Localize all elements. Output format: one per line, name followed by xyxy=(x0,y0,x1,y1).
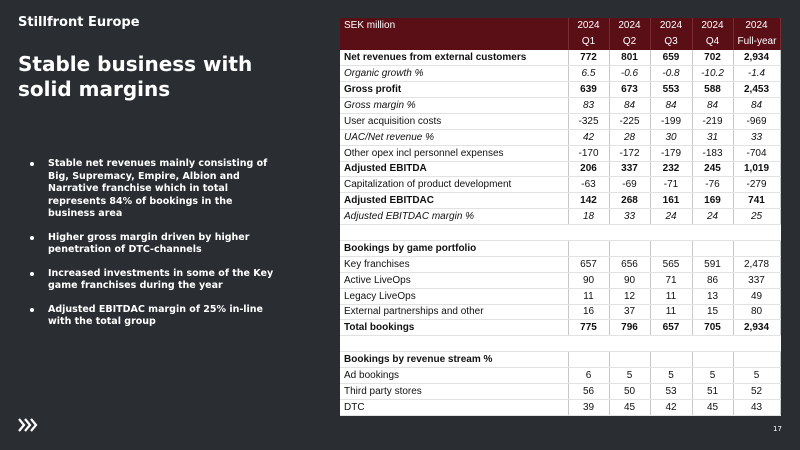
section-heading-row xyxy=(340,352,780,368)
table-row xyxy=(340,383,780,399)
bullet-item xyxy=(30,304,275,329)
cell-value: 206 xyxy=(568,161,609,177)
row-label: Capitalization of product development xyxy=(340,177,568,193)
bullet-dot-icon xyxy=(30,236,34,240)
page-number: 17 xyxy=(773,425,782,433)
table-row xyxy=(340,256,780,272)
cell-value: 245 xyxy=(692,161,733,177)
cell-value: 90 xyxy=(568,272,609,288)
cell-value: 639 xyxy=(568,82,609,98)
cell-value: -225 xyxy=(609,113,650,129)
cell-value: 28 xyxy=(609,129,650,145)
cell-value: 268 xyxy=(609,193,650,209)
bullet-dot-icon xyxy=(30,162,34,166)
cell-value: 2024 xyxy=(733,18,780,34)
table-row xyxy=(340,209,780,225)
cell-value: Q4 xyxy=(692,34,733,50)
cell-value: 2024 xyxy=(609,18,650,34)
row-label: Active LiveOps xyxy=(340,272,568,288)
cell-value: 51 xyxy=(692,383,733,399)
table-row xyxy=(340,193,780,209)
cell-value: 33 xyxy=(733,129,780,145)
cell-value: -63 xyxy=(568,177,609,193)
cell-value: 15 xyxy=(692,304,733,320)
cell-value xyxy=(692,240,733,256)
cell-value: 659 xyxy=(650,50,692,66)
cell-value: 142 xyxy=(568,193,609,209)
row-label: Adjusted EBITDAC xyxy=(340,193,568,209)
cell-value: 42 xyxy=(650,399,692,415)
cell-value xyxy=(650,336,692,352)
bullet-item xyxy=(30,232,275,257)
cell-value: 337 xyxy=(733,272,780,288)
cell-value: -183 xyxy=(692,145,733,161)
cell-value: 702 xyxy=(692,50,733,66)
row-label: Bookings by revenue stream % xyxy=(340,352,568,368)
cell-value: -69 xyxy=(609,177,650,193)
table-row xyxy=(340,320,780,336)
cell-value: 161 xyxy=(650,193,692,209)
table-row xyxy=(340,82,780,98)
cell-value: 5 xyxy=(609,368,650,384)
cell-value: 1,019 xyxy=(733,161,780,177)
cell-value xyxy=(650,240,692,256)
table-row xyxy=(340,399,780,415)
row-label xyxy=(340,336,568,352)
cell-value: -199 xyxy=(650,113,692,129)
cell-value xyxy=(650,225,692,241)
cell-value: -172 xyxy=(609,145,650,161)
cell-value: -170 xyxy=(568,145,609,161)
cell-value: 772 xyxy=(568,50,609,66)
cell-value: 45 xyxy=(692,399,733,415)
cell-value: 43 xyxy=(733,399,780,415)
spacer-row xyxy=(340,336,780,352)
cell-value: 775 xyxy=(568,320,609,336)
cell-value xyxy=(733,240,780,256)
row-label: DTC xyxy=(340,399,568,415)
cell-value: 39 xyxy=(568,399,609,415)
cell-value: 24 xyxy=(692,209,733,225)
cell-value: -71 xyxy=(650,177,692,193)
table-row xyxy=(340,368,780,384)
row-label: Adjusted EBITDA xyxy=(340,161,568,177)
cell-value: 11 xyxy=(568,288,609,304)
cell-value: 232 xyxy=(650,161,692,177)
cell-value: 86 xyxy=(692,272,733,288)
cell-value: 5 xyxy=(692,368,733,384)
cell-value: 2024 xyxy=(568,18,609,34)
bullet-text: Increased investments in some of the Key game franchises during the year xyxy=(48,267,274,291)
bullet-text: Adjusted EBITDAC margin of 25% in-line with the total group xyxy=(48,303,263,327)
cell-value: 6 xyxy=(568,368,609,384)
header-row-period xyxy=(340,34,780,50)
cell-value: 24 xyxy=(650,209,692,225)
table-row xyxy=(340,177,780,193)
cell-value: 11 xyxy=(650,288,692,304)
cell-value xyxy=(568,240,609,256)
cell-value: 30 xyxy=(650,129,692,145)
cell-value: 2,934 xyxy=(733,50,780,66)
cell-value: 84 xyxy=(650,97,692,113)
cell-value: 2,478 xyxy=(733,256,780,272)
cell-value: -279 xyxy=(733,177,780,193)
cell-value xyxy=(568,352,609,368)
row-label: Key franchises xyxy=(340,256,568,272)
cell-value: -0.6 xyxy=(609,66,650,82)
cell-value: 12 xyxy=(609,288,650,304)
cell-value xyxy=(568,225,609,241)
cell-value xyxy=(650,352,692,368)
cell-value: 13 xyxy=(692,288,733,304)
cell-value: 5 xyxy=(733,368,780,384)
row-label: Ad bookings xyxy=(340,368,568,384)
cell-value: -179 xyxy=(650,145,692,161)
cell-value: Full-year xyxy=(733,34,780,50)
cell-value: 45 xyxy=(609,399,650,415)
cell-value: 5 xyxy=(650,368,692,384)
row-label: UAC/Net revenue % xyxy=(340,129,568,145)
cell-value: 18 xyxy=(568,209,609,225)
spacer-row xyxy=(340,225,780,241)
cell-value: 37 xyxy=(609,304,650,320)
cell-value xyxy=(568,336,609,352)
bullet-dot-icon xyxy=(30,272,34,276)
cell-value: 56 xyxy=(568,383,609,399)
cell-value: -325 xyxy=(568,113,609,129)
cell-value: 11 xyxy=(650,304,692,320)
row-label: SEK million xyxy=(340,18,568,34)
cell-value: 6.5 xyxy=(568,66,609,82)
cell-value: 33 xyxy=(609,209,650,225)
cell-value: 591 xyxy=(692,256,733,272)
section-heading-row xyxy=(340,240,780,256)
bullet-dot-icon xyxy=(30,308,34,312)
table-row xyxy=(340,50,780,66)
bullet-item xyxy=(30,268,275,293)
financial-table xyxy=(340,18,781,416)
cell-value: -704 xyxy=(733,145,780,161)
cell-value: 553 xyxy=(650,82,692,98)
cell-value: 337 xyxy=(609,161,650,177)
cell-value: 673 xyxy=(609,82,650,98)
row-label: Other opex incl personnel expenses xyxy=(340,145,568,161)
cell-value: 50 xyxy=(609,383,650,399)
cell-value: 169 xyxy=(692,193,733,209)
cell-value: 565 xyxy=(650,256,692,272)
cell-value xyxy=(609,352,650,368)
cell-value: 52 xyxy=(733,383,780,399)
cell-value: 2,453 xyxy=(733,82,780,98)
bullet-list xyxy=(30,158,275,340)
cell-value: Q1 xyxy=(568,34,609,50)
cell-value: 83 xyxy=(568,97,609,113)
table-row xyxy=(340,129,780,145)
cell-value: 49 xyxy=(733,288,780,304)
cell-value xyxy=(733,352,780,368)
cell-value: 80 xyxy=(733,304,780,320)
cell-value: 84 xyxy=(692,97,733,113)
bullet-item xyxy=(30,158,275,221)
cell-value: 657 xyxy=(650,320,692,336)
row-label: Bookings by game portfolio xyxy=(340,240,568,256)
cell-value: 657 xyxy=(568,256,609,272)
cell-value: 2024 xyxy=(650,18,692,34)
bullet-text: Stable net revenues mainly consisting of Big, Supremacy, Empire, Albion and Narrative franchise which in total represents 84% of bookings in the business area xyxy=(48,158,268,219)
stillfront-logo-icon xyxy=(18,417,40,433)
cell-value xyxy=(733,336,780,352)
cell-value: 705 xyxy=(692,320,733,336)
cell-value: Q2 xyxy=(609,34,650,50)
table-row xyxy=(340,66,780,82)
cell-value xyxy=(733,225,780,241)
row-label: Gross margin % xyxy=(340,97,568,113)
row-label xyxy=(340,225,568,241)
table-row xyxy=(340,113,780,129)
row-label: Organic growth % xyxy=(340,66,568,82)
row-label: Legacy LiveOps xyxy=(340,288,568,304)
cell-value: 796 xyxy=(609,320,650,336)
cell-value: 16 xyxy=(568,304,609,320)
cell-value xyxy=(692,225,733,241)
cell-value: 71 xyxy=(650,272,692,288)
cell-value: 588 xyxy=(692,82,733,98)
table-row xyxy=(340,161,780,177)
cell-value xyxy=(692,336,733,352)
cell-value: 31 xyxy=(692,129,733,145)
table-row xyxy=(340,304,780,320)
header-row-year xyxy=(340,18,780,34)
cell-value: -0.8 xyxy=(650,66,692,82)
cell-value: -969 xyxy=(733,113,780,129)
row-label: Total bookings xyxy=(340,320,568,336)
row-label: Adjusted EBITDAC margin % xyxy=(340,209,568,225)
cell-value xyxy=(609,225,650,241)
row-label: User acquisition costs xyxy=(340,113,568,129)
cell-value: 90 xyxy=(609,272,650,288)
table-row xyxy=(340,97,780,113)
cell-value: 84 xyxy=(733,97,780,113)
company-name: Stillfront Europe xyxy=(18,15,140,30)
page-title: Stable business with solid margins xyxy=(18,52,253,101)
cell-value: -10.2 xyxy=(692,66,733,82)
cell-value: -76 xyxy=(692,177,733,193)
table-row xyxy=(340,145,780,161)
cell-value xyxy=(692,352,733,368)
cell-value: 656 xyxy=(609,256,650,272)
cell-value: -1.4 xyxy=(733,66,780,82)
cell-value: 2,934 xyxy=(733,320,780,336)
table-row xyxy=(340,288,780,304)
table-row xyxy=(340,272,780,288)
cell-value: 84 xyxy=(609,97,650,113)
row-label: Gross profit xyxy=(340,82,568,98)
cell-value: Q3 xyxy=(650,34,692,50)
cell-value: 42 xyxy=(568,129,609,145)
row-label: Net revenues from external customers xyxy=(340,50,568,66)
cell-value: -219 xyxy=(692,113,733,129)
cell-value: 25 xyxy=(733,209,780,225)
row-label xyxy=(340,34,568,50)
row-label: External partnerships and other xyxy=(340,304,568,320)
cell-value: 801 xyxy=(609,50,650,66)
cell-value: 2024 xyxy=(692,18,733,34)
cell-value xyxy=(609,240,650,256)
cell-value: 53 xyxy=(650,383,692,399)
row-label: Third party stores xyxy=(340,383,568,399)
bullet-text: Higher gross margin driven by higher penetration of DTC-channels xyxy=(48,231,250,255)
cell-value: 741 xyxy=(733,193,780,209)
cell-value xyxy=(609,336,650,352)
